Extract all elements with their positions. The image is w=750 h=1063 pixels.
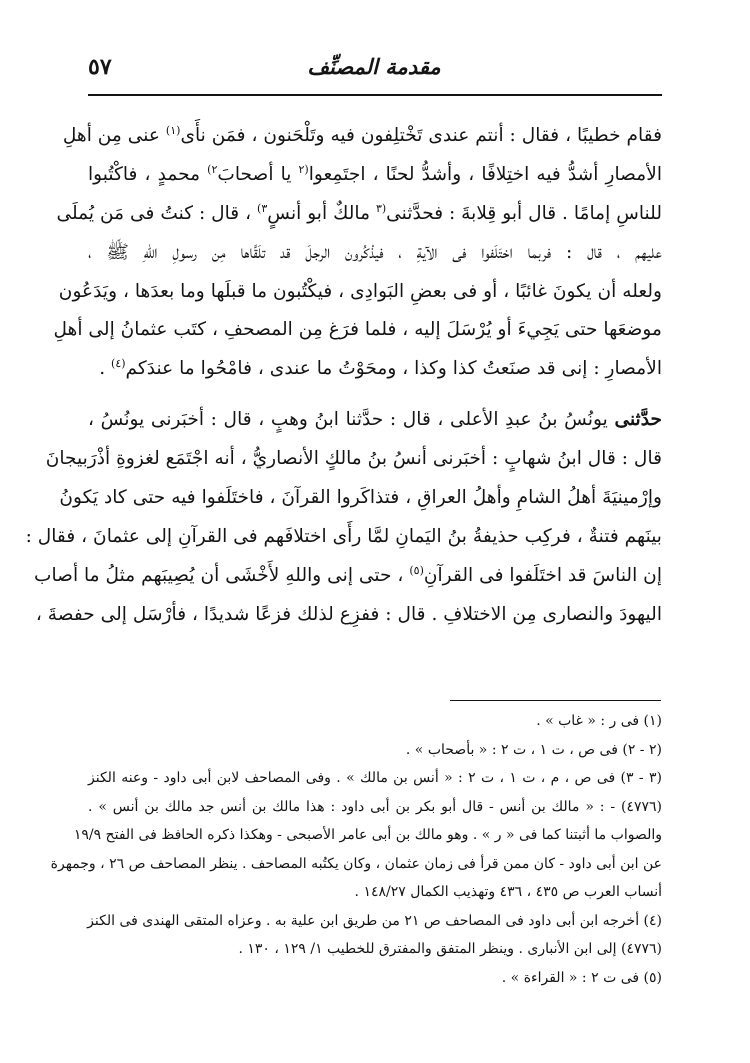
text-line: إن الناسَ قد اختَلَفوا فى القرآنِ$^{(٥)}$ ، حتى إنى واللهِ لأَخْشَى أن يُصِيبَهم مثلُ ما أصاب: [33, 563, 662, 586]
footnote: (٥) فى ت ٢ : « القراءة » .: [501, 969, 662, 986]
footnote: والصواب ما أثبتنا كما فى « ر » . وهو مالك بن أبى عامر الأصبحى - وهكذا ذكره الحافظ فى الفتح ١٩/٩: [73, 827, 662, 843]
footnote: (٤٧٧٦) - : « مالك بن أنس - قال أبو بكر بن أبى داود : هذا مالك بن أنس جد مالك بن أنس » .: [88, 798, 662, 815]
footnote-marker: ٢): [207, 162, 218, 176]
footnotes: [50, 707, 662, 992]
paragraph-gap: [88, 389, 662, 401]
footnote-marker: (٤): [111, 357, 126, 371]
footnote-marker: (٢: [298, 162, 309, 176]
footnote: أنساب العرب ص ٤٣٥ ، ٤٣٦ وتهذيب الكمال ١٤٨/٢٧ .: [354, 884, 662, 900]
text-line: اليهودَ والنصارى مِن الاختلافِ . قال : ففزِع لذلك فزعًا شديدًا ، فأرْسَل إلى حفصةَ ،: [35, 603, 662, 625]
footnote-marker: ٣): [257, 201, 268, 215]
header-rule: [88, 94, 662, 96]
main-text: [25, 117, 662, 635]
footnote: (٣ - ٣) فى ص ، م ، ت ١ ، ت ٢ : « أنس بن مالك » . وفى المصاحف لابن أبى داود - وعنه الكنز: [88, 770, 662, 786]
text-line: الأمصارِ : إنى قد صنَعتُ كذا وكذا ، ومحَوْتُ ما عندى ، فامْحُوا ما عندَكم$^{(٤)}$ .: [99, 357, 662, 380]
text-line: ولعله أن يكونَ غائبًا ، أو فى بعضِ البَوادِى ، فيكْتُبون ما قبلَها وما بعدَها ، ويَدَعُون: [58, 280, 662, 302]
text-line: للناسِ إمامًا . قال أبو قِلابةَ : فحدَّثنى$^{(٣}$ مالكٌ أبو أنسٍ$^{٣)}$ ، قال : كنتُ فى مَن يُملَى: [56, 201, 662, 224]
footnote-marker: (١): [165, 123, 181, 137]
footnote-rule: [450, 700, 661, 701]
page-header: [88, 52, 660, 92]
text-line: فقام خطيبًا ، فقال : أنتم عندى تَخْتلِفون فيه وتَلْحَنون ، فمَن نأَى$^{(١)}$ عنى مِن أهلِ: [62, 123, 662, 146]
text-line: قال : قال ابنُ شهابٍ : أخبَرنى أنسُ بنُ مالكٍ الأنصاريُّ ، أنه اجْتَمَع لغزوةِ أذْرَبيجانَ: [45, 448, 662, 470]
footnote: (١) فى ر : « غاب » .: [536, 713, 662, 729]
running-title: مقدمة المصنِّف: [307, 54, 441, 79]
text-line: بينَهم فتنةٌ ، فركِب حذيفةُ بنُ اليَمانِ لمَّا رأَى اختلافَهم فى القرآنِ إلى عثمانَ ، فقال :: [25, 525, 662, 547]
text-line: الأمصارِ أشدُّ فيه اختِلافًا ، وأشدُّ لحنًا ، اجتَمِعوا$^{(٢}$ يا أصحابَ$^{٢)}$ محمدٍ ، فاكْتُبوا: [88, 162, 662, 185]
text-line: حدَّثنى يونُسُ بنُ عبدِ الأعلى ، قال : حدَّثنا ابنُ وهبٍ ، قال : أخبَرنى يونُسُ ،: [88, 409, 662, 431]
page-number: ٥٧: [88, 54, 112, 80]
text-line: موضعَها حتى يَجِيءَ أو يُرْسَلَ إليه ، فلما فرَغ مِن المصحفِ ، كتَب عثمانُ إلى أهلِ: [53, 319, 662, 341]
footnote: (٤٧٧٦) إلى ابن الأنبارى . وينظر المتفق والمفترق للخطيب ١/ ١٢٩ ، ١٣٠ .: [238, 941, 662, 957]
footnote: (٤) أخرجه ابن أبى داود فى المصاحف ص ٢١ من طريق ابن علية به . وعزاه المتقى الهندى فى الكنز: [87, 912, 662, 929]
footnote-marker: (٣: [375, 201, 387, 215]
footnote-marker: (٥): [409, 563, 424, 577]
text-line: عليهم ، قال : فربما اختَلَفوا فى الآيةِ ، فيذْكُرون الرجلَ قد تلَقَّاها مِن رسولِ اللهِ ﷺ ،: [88, 241, 662, 263]
text-line: وإرْمينيَةَ أهلُ الشامِ وأهلُ العراقِ ، فتذاكَروا القرآنَ ، فاختَلَفوا فيه حتى كاد يَكونُ: [59, 487, 662, 509]
paragraph-lead-word: حدَّثنى: [614, 409, 662, 431]
footnote: (٢ - ٢) فى ص ، ت ١ ، ت ٢ : « بأصحاب » .: [405, 741, 662, 758]
footnote: عن ابن أبى داود - كان ممن قرأ فى زمان عثمان ، وكان يكتُبه المصاحف . ينظر المصاحف ص ٢٦ ، وجمهرة: [50, 855, 662, 872]
